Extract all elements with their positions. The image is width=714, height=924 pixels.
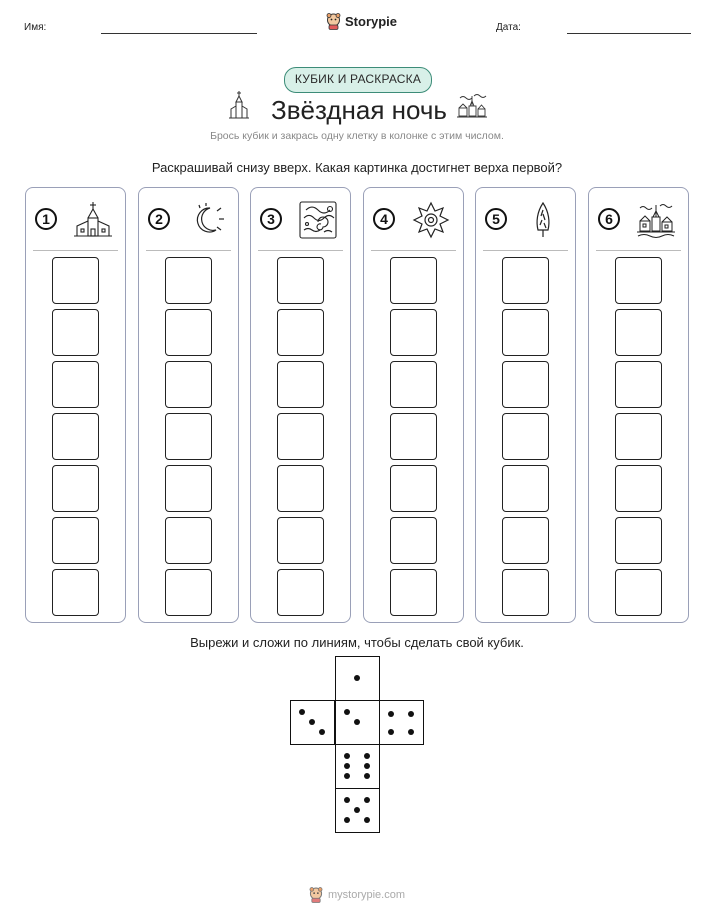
storypie-mascot-icon xyxy=(309,887,323,903)
color-cell[interactable] xyxy=(165,465,212,512)
column-header xyxy=(589,188,688,250)
color-cell[interactable] xyxy=(277,361,324,408)
color-cell[interactable] xyxy=(502,569,549,616)
moon-icon xyxy=(186,200,226,240)
pip xyxy=(388,711,394,717)
color-cell[interactable] xyxy=(390,465,437,512)
column-number: 4 xyxy=(373,208,395,230)
column-divider xyxy=(596,250,681,251)
pip xyxy=(408,729,414,735)
color-cell[interactable] xyxy=(165,413,212,460)
title-village-icon xyxy=(456,92,488,120)
pip xyxy=(364,753,370,759)
footer-url[interactable]: mystorypie.com xyxy=(327,889,406,901)
color-cell[interactable] xyxy=(390,257,437,304)
activity-badge: КУБИК И РАСКРАСКА xyxy=(284,67,432,93)
color-cell[interactable] xyxy=(502,413,549,460)
pip xyxy=(364,817,370,823)
pip xyxy=(408,711,414,717)
swirl-sky-icon xyxy=(298,200,338,240)
color-cell[interactable] xyxy=(502,361,549,408)
column-number: 6 xyxy=(598,208,620,230)
pip xyxy=(364,763,370,769)
color-cell[interactable] xyxy=(390,569,437,616)
color-cell[interactable] xyxy=(390,517,437,564)
storypie-mascot-icon xyxy=(326,13,341,30)
color-cell[interactable] xyxy=(165,257,212,304)
column-number: 2 xyxy=(148,208,170,230)
page-title: Звёздная ночь xyxy=(271,95,447,125)
cypress-tree-icon xyxy=(523,200,563,240)
pip xyxy=(299,709,305,715)
village-icon xyxy=(636,200,676,240)
brand-name: Storypie xyxy=(345,14,398,29)
color-cell[interactable] xyxy=(615,309,662,356)
dice-face-4 xyxy=(379,700,424,745)
color-cell[interactable] xyxy=(277,569,324,616)
pip xyxy=(344,817,350,823)
color-cell[interactable] xyxy=(52,569,99,616)
column-header xyxy=(251,188,350,250)
color-cell[interactable] xyxy=(52,517,99,564)
column-header xyxy=(476,188,575,250)
color-cell[interactable] xyxy=(52,465,99,512)
color-cell[interactable] xyxy=(277,413,324,460)
column-header xyxy=(139,188,238,250)
color-cell[interactable] xyxy=(52,309,99,356)
column-divider xyxy=(483,250,568,251)
dice-face-2 xyxy=(290,700,335,745)
column-divider xyxy=(33,250,118,251)
color-cell[interactable] xyxy=(52,257,99,304)
pip xyxy=(309,719,315,725)
color-cell[interactable] xyxy=(615,569,662,616)
page-subtitle: Брось кубик и закрась одну клетку в колонке с этим числом. xyxy=(210,130,504,142)
column-divider xyxy=(258,250,343,251)
color-cell[interactable] xyxy=(165,517,212,564)
color-cell[interactable] xyxy=(502,257,549,304)
column-number: 1 xyxy=(35,208,57,230)
color-cell[interactable] xyxy=(615,413,662,460)
color-cell[interactable] xyxy=(277,465,324,512)
date-line xyxy=(567,33,691,34)
color-cell[interactable] xyxy=(52,361,99,408)
column-3 xyxy=(250,187,351,623)
pip xyxy=(364,773,370,779)
pip xyxy=(354,807,360,813)
pip xyxy=(344,773,350,779)
dice-face-1 xyxy=(335,656,380,701)
color-cell[interactable] xyxy=(390,309,437,356)
color-cell[interactable] xyxy=(502,309,549,356)
church-icon xyxy=(73,200,113,240)
color-cell[interactable] xyxy=(615,257,662,304)
cut-instruction: Вырежи и сложи по линиям, чтобы сделать свой кубик. xyxy=(190,635,524,650)
color-cell[interactable] xyxy=(615,517,662,564)
pip xyxy=(344,753,350,759)
star-icon xyxy=(411,200,451,240)
column-5 xyxy=(475,187,576,623)
column-header xyxy=(364,188,463,250)
pip xyxy=(344,709,350,715)
color-cell[interactable] xyxy=(390,413,437,460)
pip xyxy=(354,675,360,681)
color-cell[interactable] xyxy=(502,517,549,564)
column-divider xyxy=(371,250,456,251)
color-cell[interactable] xyxy=(52,413,99,460)
footer xyxy=(0,887,714,903)
color-cell[interactable] xyxy=(390,361,437,408)
color-cell[interactable] xyxy=(615,361,662,408)
dice-face-6 xyxy=(335,744,380,789)
column-1 xyxy=(25,187,126,623)
column-number: 5 xyxy=(485,208,507,230)
color-cell[interactable] xyxy=(502,465,549,512)
column-2 xyxy=(138,187,239,623)
name-label: Имя: xyxy=(24,22,47,33)
date-label: Дата: xyxy=(496,22,521,33)
color-cell[interactable] xyxy=(277,517,324,564)
pip xyxy=(388,729,394,735)
column-6 xyxy=(588,187,689,623)
column-divider xyxy=(146,250,231,251)
column-header xyxy=(26,188,125,250)
title-church-icon xyxy=(228,90,250,120)
color-cell[interactable] xyxy=(165,569,212,616)
color-cell[interactable] xyxy=(277,257,324,304)
pip xyxy=(364,797,370,803)
instruction-text: Раскрашивай снизу вверх. Какая картинка достигнет верха первой? xyxy=(151,160,563,175)
pip xyxy=(344,797,350,803)
pip xyxy=(319,729,325,735)
dice-face-3 xyxy=(335,700,380,745)
column-number: 3 xyxy=(260,208,282,230)
name-line xyxy=(101,33,257,34)
pip xyxy=(354,719,360,725)
color-cell[interactable] xyxy=(165,361,212,408)
pip xyxy=(344,763,350,769)
column-4 xyxy=(363,187,464,623)
dice-face-5 xyxy=(335,788,380,833)
color-cell[interactable] xyxy=(277,309,324,356)
color-cell[interactable] xyxy=(615,465,662,512)
color-cell[interactable] xyxy=(165,309,212,356)
brand-logo xyxy=(326,13,397,30)
